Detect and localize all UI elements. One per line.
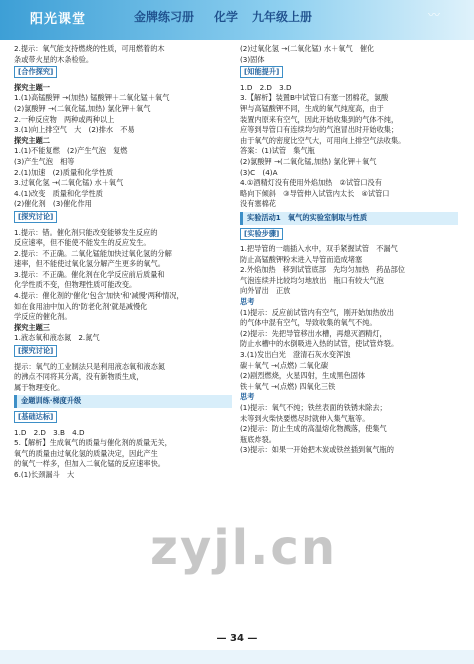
think-heading: 思考	[240, 297, 255, 307]
activity-banner: 实验活动1 氧气的实验室制取与性质	[240, 212, 458, 225]
grade-label: 九年级上册	[252, 10, 313, 24]
right-column	[240, 44, 458, 456]
text-line: 6.(1)长颈漏斗 大	[14, 469, 75, 479]
text-line: (3)提示：如果一开始把木炭或铁丝插到氧气瓶的	[240, 445, 394, 455]
section-heading: [实验步骤]	[240, 228, 283, 240]
watermark: zyjl.cn	[150, 520, 337, 576]
text-line: (2)氯酸钾 →(二氧化锰,加热) 氯化钾＋氧气	[14, 103, 151, 113]
series-logo: 阳光课堂	[30, 12, 87, 27]
text-line: 5.【解析】生成氧气的质量与催化剂的质量无关，	[14, 438, 172, 448]
text-line: 装置内原来有空气，因此开始收集到的气体不纯，	[240, 114, 399, 124]
text-line: (3)产生气泡 相等	[14, 156, 75, 166]
topic-heading: 探究主题三	[14, 322, 50, 332]
section-heading: [探究讨论]	[14, 211, 57, 223]
text-line: 瓶底炸裂。	[240, 434, 276, 444]
section-heading: [知能提升]	[240, 66, 283, 78]
text-line: 2.提示：氧气能支持燃烧的性质，可用燃着的木	[14, 44, 165, 53]
section-heading: [探究讨论]	[14, 345, 57, 357]
text-line: (1)提示：氧气不纯；铁丝表面的铁锈未除去；	[240, 403, 387, 412]
text-line: 的沸点不同将其分离，没有新物质生成，	[14, 372, 144, 382]
text-line: 1.D 2.D 3.D	[240, 82, 292, 92]
text-line: 铁＋氧气 →(点燃) 四氧化三铁	[240, 381, 336, 391]
text-line: 4.(1)改变 质量和化学性质	[14, 188, 103, 198]
bird-decoration-icon: 〰	[427, 8, 440, 22]
page-header	[0, 0, 474, 40]
text-line: 钾与高锰酸钾不同，生成的氧气纯度高，由于	[240, 103, 384, 113]
text-line: 2.提示：不正确。二氧化锰能加快过氧化氢的分解	[14, 248, 172, 258]
text-line: 2.外焰加热 移到试管底部 先均匀加热 药品部位	[240, 265, 405, 275]
text-line: (3)C (4)A	[240, 167, 278, 177]
text-line: 气泡连续并比较均匀地放出 瓶口有较大气泡	[240, 275, 384, 285]
text-line: 1.(1)不能复燃 (2)产生气泡 复燃	[14, 146, 128, 156]
text-line: 反应速率，但不能使不能发生的反应发生。	[14, 238, 151, 248]
text-line: 防止水槽中的水倒吸进入热的试管，使试管炸裂。	[240, 339, 399, 349]
footer-band	[0, 650, 474, 664]
text-line: 3.【解析】装置B中试管口有塞一团棉花，氯酸	[240, 93, 389, 103]
text-line: (2)提示：防止生成的高温熔化物溅落，使集气	[240, 424, 387, 434]
section-heading: [合作探究]	[14, 66, 57, 78]
left-column	[14, 44, 232, 481]
text-line: 3.提示：不正确。催化剂在化学反应前后质量和	[14, 269, 165, 279]
subject-label: 化学	[214, 10, 239, 24]
text-line: 2.一种反应物 两种或两种以上	[14, 114, 115, 124]
text-line: (2)氯酸钾 →(二氧化锰,加热) 氯化钾＋氧气	[240, 156, 377, 166]
text-line: 1.(1)高锰酸钾 →(加热) 锰酸钾＋二氧化锰＋氧气	[14, 93, 170, 103]
topic-heading: 探究主题一	[14, 82, 50, 92]
text-line: 氧气的质量由过氧化氢的质量决定，因此产生	[14, 448, 158, 458]
text-line: 属于物理变化。	[14, 382, 65, 392]
text-line: (2)剧烈燃烧，火星四射，生成黑色固体	[240, 371, 366, 381]
text-line: 1.把导管的一端插入水中，双手紧握试管 不漏气	[240, 244, 398, 254]
text-line: (2)过氧化氢 →(二氧化锰) 水＋氧气 催化	[240, 44, 375, 53]
text-line: 如在食用油中加入的'防老化剂'就是减慢化	[14, 301, 148, 311]
text-line: 答案：(1)试管 集气瓶	[240, 146, 315, 156]
text-line: (2)催化剂 (3)催化作用	[14, 199, 92, 209]
text-line: 应等到导管口有连续均匀的气泡冒出时开始收集；	[240, 125, 399, 135]
text-line: 的气体中混有空气，导致收集的氧气不纯。	[240, 318, 377, 328]
text-line: 学反应的催化剂。	[14, 312, 72, 322]
text-line: 由于氧气的密度比空气大，可用向上排空气法收集。	[240, 135, 406, 145]
text-line: 3.过氧化氢 →(二氧化锰) 水＋氧气	[14, 178, 124, 188]
text-line: 4.①酒精灯没有使用外焰加热 ②试管口没有	[240, 178, 382, 188]
text-line: 2.(1)加速 (2)质量和化学性质	[14, 167, 114, 177]
page-number: — 34 —	[216, 633, 258, 644]
text-line: 提示：氧气的工业制法只是利用液态氧和液态氮	[14, 361, 165, 371]
activity-banner: 金题训练·梯度升级	[14, 395, 232, 408]
text-line: 3.(1)向上排空气 大 (2)排水 不易	[14, 125, 135, 135]
text-line: 向外冒出 正放	[240, 286, 291, 296]
text-line: 化学性质不变，但物理性质可能改变。	[14, 280, 137, 290]
text-line: 速率，但不能使过氧化氢分解产生更多的氧气。	[14, 259, 165, 269]
text-line: 的氧气一样多，但加入二氧化锰的反应速率快。	[14, 459, 165, 469]
text-line: 1.液态氧和液态氮 2.氮气	[14, 333, 100, 343]
section-heading: [基础达标]	[14, 411, 57, 423]
text-line: 1.D 2.D 3.B 4.D	[14, 427, 85, 437]
text-line: 1.提示：错。催化剂只能改变能够发生反应的	[14, 227, 158, 237]
think-heading: 思考	[240, 392, 255, 402]
brand-name: 金牌练习册	[134, 10, 195, 24]
text-line: 未等到火柴快要燃尽时就伸入集气瓶等。	[240, 413, 370, 423]
text-line: 略向下倾斜 ③导管伸入试管内太长 ④试管口	[240, 188, 390, 198]
topic-heading: 探究主题二	[14, 135, 50, 145]
text-line: (2)提示：先把导管移出水槽，再熄灭酒精灯，	[240, 328, 387, 338]
text-line: 碳＋氧气 →(点燃) 二氧化碳	[240, 360, 329, 370]
text-line: (3)固体	[240, 54, 265, 64]
text-line: 4.提示：催化剂的'催化'包含'加快'和'减慢'两种情况，	[14, 291, 184, 301]
text-line: (1)提示：反应前试管内有空气，刚开始加热放出	[240, 307, 394, 317]
text-line: 3.(1)发出白光 澄清石灰水变浑浊	[240, 350, 351, 360]
text-line: 防止高锰酸钾粉末进入导管而造成堵塞	[240, 254, 363, 264]
text-line: 没有塞棉花	[240, 199, 276, 209]
text-line: 条或带火星的木条检验。	[14, 54, 94, 64]
